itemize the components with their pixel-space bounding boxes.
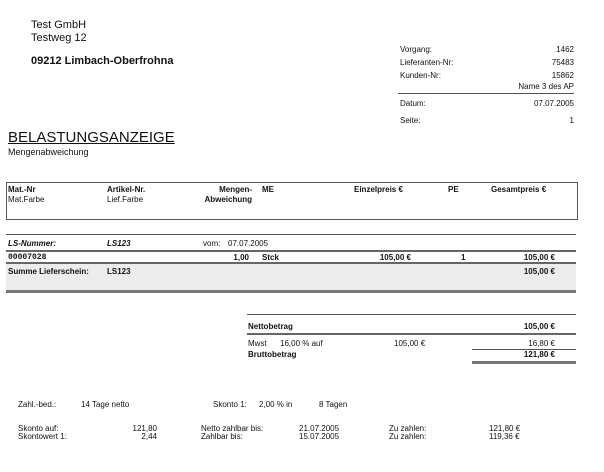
mwst-base: 105,00 € <box>394 339 426 348</box>
seite-label: Seite: <box>400 116 421 125</box>
mwst-value: 16,80 € <box>528 339 555 348</box>
netto-line <box>247 333 576 335</box>
skonto1-rate: 2,00 % in <box>259 400 293 409</box>
vorgang-value: 1462 <box>556 45 574 54</box>
lieferant-label: Lieferanten-Nr: <box>400 58 454 67</box>
skontowert-label: Skontowert 1: <box>18 432 67 441</box>
brutto-value: 121,80 € <box>523 350 555 359</box>
document-title: BELASTUNGSANZEIGE <box>8 129 175 146</box>
row-pe: 1 <box>461 253 466 262</box>
header-mat-nr: Mat.-Nr <box>8 185 36 194</box>
skontowert-value: 2,44 <box>141 432 157 441</box>
brutto-double-underline <box>472 361 576 364</box>
kunden-value: 15862 <box>551 71 574 80</box>
header-artikel-nr: Artikel-Nr. <box>107 185 146 194</box>
zu-zahlen-value-1: 121,80 € <box>489 424 521 433</box>
header-me: ME <box>262 185 274 194</box>
row-mat-nr: 00007028 <box>8 253 47 262</box>
zahl-label: Zahl.-bed.: <box>18 400 57 409</box>
skonto1-days: 8 Tagen <box>319 400 348 409</box>
skonto-auf-value: 121,80 <box>132 424 157 433</box>
header-mengen: Mengen- <box>219 185 252 194</box>
ls-value: LS123 <box>107 239 131 248</box>
ls-label: LS-Nummer: <box>8 239 57 248</box>
zu-zahlen-label-1: Zu zahlen: <box>389 424 427 433</box>
brutto-label: Bruttobetrag <box>248 350 297 359</box>
zu-zahlen-value-2: 119,36 € <box>489 432 520 441</box>
zu-zahlen-label-2: Zu zahlen: <box>389 432 427 441</box>
totals-top-line <box>247 314 576 315</box>
summe-value: 105,00 € <box>523 267 555 276</box>
row-menge: 1,00 <box>233 253 249 262</box>
zahlbar-label: Zahlbar bis: <box>201 432 243 441</box>
summe-band <box>6 262 576 291</box>
zahlbar-value: 15.07.2005 <box>299 432 340 441</box>
mwst-rate: 16,00 % auf <box>280 339 323 348</box>
header-pe: PE <box>448 185 459 194</box>
summe-ls: LS123 <box>107 267 131 276</box>
sender-street: Testweg 12 <box>31 32 87 44</box>
skonto1-label: Skonto 1: <box>213 400 247 409</box>
summe-label: Summe Lieferschein: <box>8 267 89 276</box>
row-top-line <box>6 250 576 252</box>
netto-zahlbar-value: 21.07.2005 <box>299 424 340 433</box>
ap-name: Name 3 des AP <box>518 82 574 91</box>
skonto-auf-label: Skonto auf: <box>18 424 59 433</box>
sender-company: Test GmbH <box>31 19 87 31</box>
document-subtitle: Mengenabweichung <box>8 147 89 157</box>
ls-vom-label: vom: <box>203 239 221 248</box>
header-abweichung: Abweichung <box>204 195 252 204</box>
row-gesamtpreis: 105,00 € <box>523 253 555 262</box>
ls-vom-value: 07.07.2005 <box>228 239 269 248</box>
netto-label: Nettobetrag <box>248 322 293 331</box>
lieferant-value: 75483 <box>551 58 574 67</box>
zahl-value: 14 Tage netto <box>81 400 130 409</box>
netto-value: 105,00 € <box>523 322 555 331</box>
info-divider <box>398 93 574 94</box>
netto-zahlbar-label: Netto zahlbar bis: <box>201 424 264 433</box>
mwst-label: Mwst <box>248 339 267 348</box>
sender-city: 09212 Limbach-Oberfrohna <box>31 55 174 67</box>
seite-value: 1 <box>569 116 574 125</box>
kunden-label: Kunden-Nr: <box>400 71 441 80</box>
datum-label: Datum: <box>400 99 426 108</box>
ls-top-line <box>6 234 576 235</box>
row-einzelpreis: 105,00 € <box>379 253 411 262</box>
row-me: Stck <box>262 253 279 262</box>
header-einzelpreis: Einzelpreis € <box>354 185 403 194</box>
summe-bottom-line <box>6 290 576 293</box>
header-gesamtpreis: Gesamtpreis € <box>491 185 547 194</box>
header-lief-farbe: Lief.Farbe <box>107 195 144 204</box>
vorgang-label: Vorgang: <box>400 45 433 54</box>
datum-value: 07.07.2005 <box>533 99 574 108</box>
header-mat-farbe: Mat.Farbe <box>8 195 45 204</box>
